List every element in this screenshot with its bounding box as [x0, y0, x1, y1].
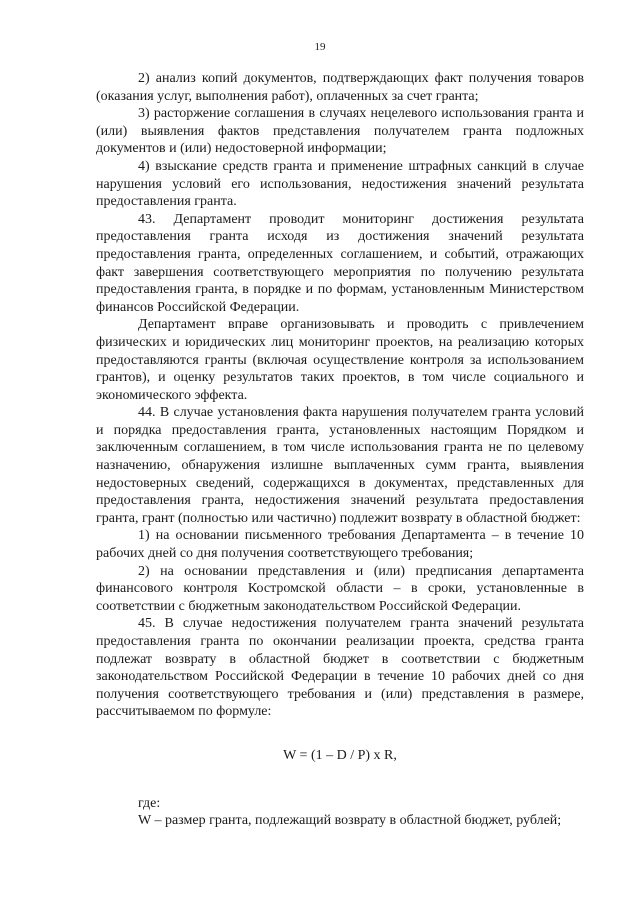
paragraph-item-2: 2) анализ копий документов, подтверждающих факт получения товаров (оказания услуг, выполнения работ), оплаченных за счет гранта; [96, 71, 584, 104]
document-body [96, 70, 584, 830]
paragraph-clause-44-item-1: 1) на основании письменного требования Департамента – в течение 10 рабочих дней со дня получения соответствующего требования; [96, 528, 584, 562]
paragraph-clause-43: 43. Департамент проводит мониторинг достижения результата предоставления гранта исходя из достижения значений результата предоставления гранта, определенных соглашением, и событий, отражающих факт завершения соответствующего мероприятия по получению результата предоставления гранта, в порядке и по формам, установленным Министерством финансов Российской Федерации. [96, 211, 584, 315]
paragraph-w-definition: W – размер гранта, подлежащий возврату в областной бюджет, рублей; [138, 813, 562, 829]
paragraph-item-3: 3) расторжение соглашения в случаях нецелевого использования гранта и (или) выявления фактов представления получателем гранта подложных документов и (или) недостоверной информации; [96, 106, 584, 157]
paragraph-item-4: 4) взыскание средств гранта и применение штрафных санкций в случае нарушения условий его использования, недостижения значений результата предоставления гранта. [96, 158, 584, 210]
paragraph-where: где: [138, 795, 161, 811]
paragraph-clause-44: 44. В случае установления факта нарушения получателем гранта условий и порядка предоставления гранта, установленных настоящим Порядком и заключенным соглашением, в том числе использования гранта не по целевому назначению, обнаружения излишне выплаченных сумм гранта, выявления недостоверных сведений, содержащихся в документах, представленных для предоставления гранта, недостижения значений результата предоставления гранта, грант (полностью или частично) подлежит возврату в областной бюджет: [96, 405, 584, 526]
formula: W = (1 – D / P) x R, [283, 747, 397, 763]
paragraph-clause-44-item-2: 2) на основании представления и (или) предписания департамента финансового контроля Костромской области – в сроки, установленные в соответствии с бюджетным законодательством Российской Федерации. [96, 563, 584, 614]
page-number: 19 [314, 41, 326, 53]
paragraph-monitoring: Департамент вправе организовывать и проводить с привлечением физических и юридических лиц мониторинг проектов, на реализацию которых предоставляются гранты (включая осуществление контроля за использованием грантов), и оценку результатов таких проектов, в том числе социального и экономического эффекта. [96, 317, 584, 403]
paragraph-clause-45: 45. В случае недостижения получателем гранта значений результата предоставления гранта по окончании реализации проекта, средства гранта подлежат возврату в областной бюджет в соответствии с бюджетным законодательством Российской Федерации в течение 10 рабочих дней со дня получения соответствующего требования и (или) представления в размере, рассчитываемом по формуле: [96, 616, 584, 720]
